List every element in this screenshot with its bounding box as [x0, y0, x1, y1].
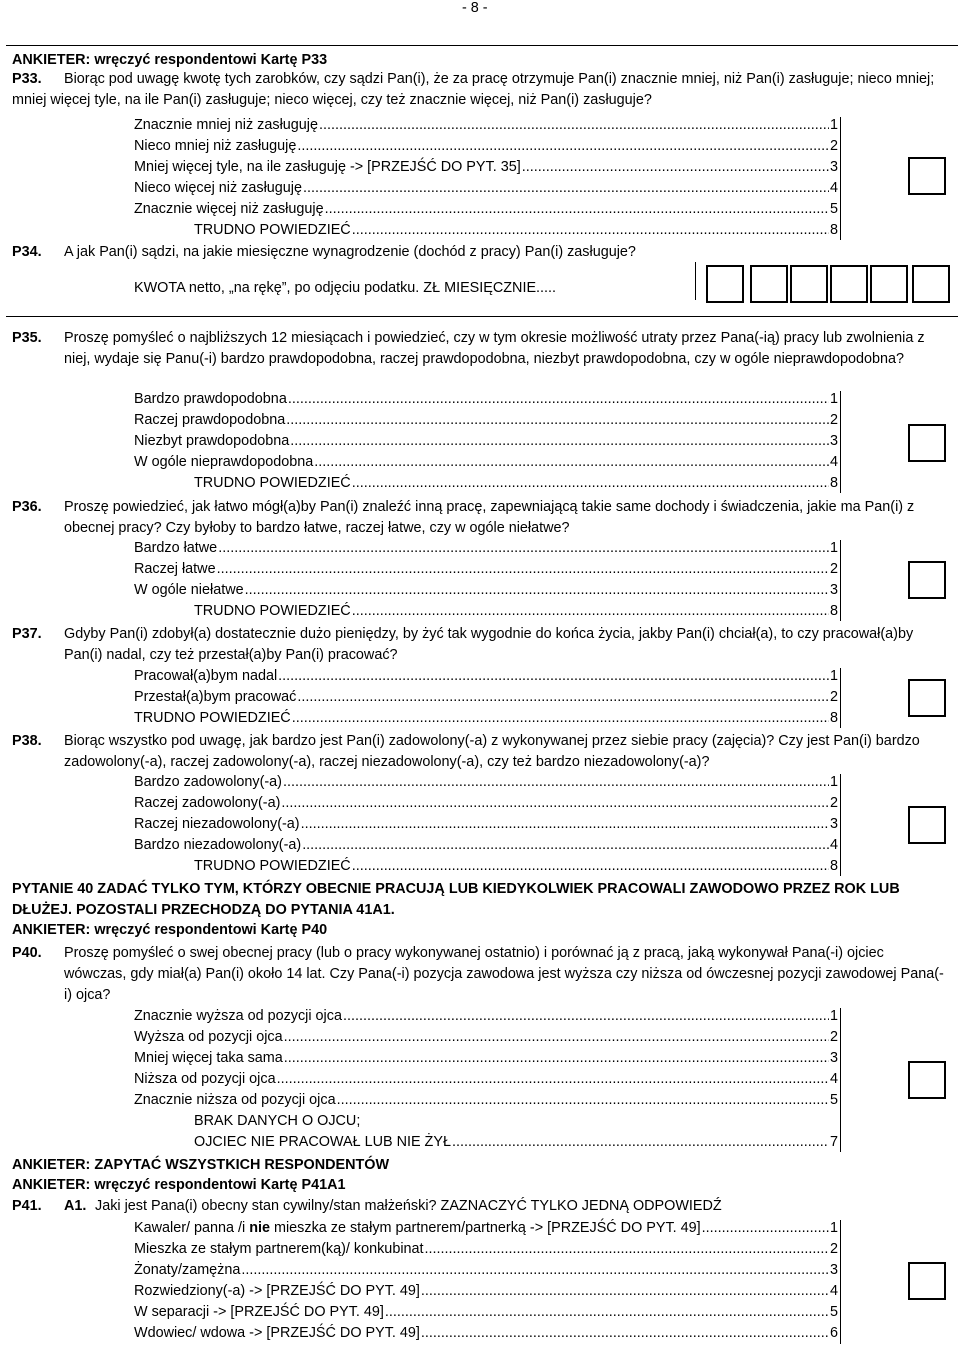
answer-option[interactable]	[134, 774, 838, 791]
instruction-card-p40: ANKIETER: wręczyć respondentowi Kartę P40	[12, 922, 328, 938]
answer-box-p41[interactable]	[908, 1262, 946, 1300]
answer-box-p37[interactable]	[908, 679, 946, 717]
option-label: Bardzo niezadowolony(-a)	[134, 837, 302, 853]
answer-option[interactable]	[134, 159, 838, 176]
kwota-digit-box[interactable]	[830, 265, 868, 303]
option-label: Raczej łatwe	[134, 561, 216, 577]
option-label: TRUDNO POWIEDZIEĆ	[194, 222, 351, 238]
option-code: 1	[829, 1220, 838, 1236]
option-code: 8	[829, 603, 838, 619]
option-label: Raczej zadowolony(-a)	[134, 795, 281, 811]
kwota-digit-box[interactable]	[706, 265, 744, 303]
option-label: Znacznie wyższa od pozycji ojca	[134, 1008, 342, 1024]
option-label: Nieco więcej niż zasługuję	[134, 180, 302, 196]
answer-box-p40[interactable]	[908, 1061, 946, 1099]
answer-box-p36[interactable]	[908, 561, 946, 599]
option-code: 7	[829, 1134, 838, 1150]
option-label: TRUDNO POWIEDZIEĆ	[134, 710, 291, 726]
question-text-p35: Proszę pomyśleć o najbliższych 12 miesiącach i powiedzieć, czy w tym okresie możliwość utraty przez Pana(-ią) pracy lub zwolnienia z niej, wydaje się Panu(-i) bardzo prawdopodobna, raczej prawdopodobna, niezbyt prawdopodobna, czy w ogóle nieprawdopodobna?	[64, 330, 925, 367]
option-code: 4	[829, 1283, 838, 1299]
option-label: Znacznie niższa od pozycji ojca	[134, 1092, 336, 1108]
option-code: 1	[829, 391, 838, 407]
option-code: 3	[829, 1050, 838, 1066]
question-text-p34: A jak Pan(i) sądzi, na jakie miesięczne wynagrodzenie (dochód z pracy) Pan(i) zasługuje?	[64, 244, 636, 260]
option-label-post: mieszka ze stałym partnerem/partnerką -> [PRZEJŚĆ DO PYT. 49]	[270, 1220, 701, 1236]
answer-option[interactable]	[134, 138, 838, 155]
option-code: 2	[829, 138, 838, 154]
answer-bracket-line	[840, 391, 841, 493]
option-label: Mieszka ze stałym partnerem(ką)/ konkubinat	[134, 1241, 424, 1257]
instruction-card-p33: ANKIETER: wręczyć respondentowi Kartę P33	[12, 52, 328, 68]
question-number-p36: P36.	[12, 499, 42, 515]
option-code: 2	[829, 689, 838, 705]
section-rule	[6, 316, 958, 317]
option-label: Niezbyt prawdopodobna	[134, 433, 290, 449]
option-label: Nieco mniej niż zasługuję	[134, 138, 297, 154]
answer-option[interactable]	[134, 180, 838, 197]
answer-bracket-line	[840, 1008, 841, 1152]
option-code: 2	[829, 795, 838, 811]
question-number-p35: P35.	[12, 330, 42, 346]
answer-option[interactable]	[134, 391, 838, 408]
kwota-digit-box[interactable]	[912, 265, 950, 303]
option-label: Mniej więcej taka sama	[134, 1050, 283, 1066]
option-code: 3	[829, 582, 838, 598]
option-code: 5	[829, 1092, 838, 1108]
answer-box-p38[interactable]	[908, 806, 946, 844]
option-label: Wdowiec/ wdowa -> [PRZEJŚĆ DO PYT. 49]	[134, 1325, 420, 1341]
option-code: 4	[829, 837, 838, 853]
instruction-card-p41a1: ANKIETER: wręczyć respondentowi Kartę P41A1	[12, 1177, 346, 1193]
option-label: Mniej więcej tyle, na ile zasługuję -> [PRZEJŚĆ DO PYT. 35]	[134, 159, 521, 175]
question-text-p40: Proszę pomyśleć o swej obecnej pracy (lub o pracy wykonywanej ostatnio) i porównać ją z pracą, jaką wykonywał Pana(-i) ojciec wówczas, gdy miał(a) Pan(i) około 14 lat. Czy Pana(-i) pozycja zawodowa jest wyższa czy niższa od ówczesnej pozycji zawodowej Pana(-i) ojca?	[64, 945, 944, 1003]
answer-option[interactable]	[134, 582, 838, 599]
option-code: 3	[829, 159, 838, 175]
kwota-digit-box[interactable]	[870, 265, 908, 303]
filter-instruction-p40: PYTANIE 40 ZADAĆ TYLKO TYM, KTÓRZY OBECNIE PRACUJĄ LUB KIEDYKOLWIEK PRACOWALI ZAWODOWO PRZEZ ROK LUB DŁUŻEJ. POZOSTALI PRZECHODZĄ DO PYTANIA 41A1.	[12, 881, 900, 918]
option-label: Bardzo zadowolony(-a)	[134, 774, 282, 790]
answer-option[interactable]	[134, 837, 838, 854]
answer-option[interactable]	[134, 668, 838, 685]
option-code: 1	[829, 540, 838, 556]
answer-option[interactable]	[194, 858, 838, 875]
answer-option[interactable]	[134, 1220, 838, 1237]
top-rule	[6, 45, 958, 46]
option-code: 8	[829, 710, 838, 726]
page-number: - 8 -	[462, 0, 488, 16]
answer-option[interactable]	[134, 816, 838, 833]
answer-option[interactable]	[194, 475, 838, 492]
option-label: TRUDNO POWIEDZIEĆ	[194, 858, 351, 874]
answer-option[interactable]	[194, 603, 838, 620]
answer-option[interactable]	[134, 117, 838, 134]
answer-option[interactable]	[134, 1283, 838, 1300]
answer-option[interactable]	[134, 1008, 838, 1025]
option-code: 1	[829, 117, 838, 133]
answer-option[interactable]	[134, 201, 838, 218]
kwota-digit-box[interactable]	[750, 265, 788, 303]
option-code: 2	[829, 1029, 838, 1045]
answer-option[interactable]	[134, 1325, 838, 1342]
option-label: W ogóle nieprawdopodobna	[134, 454, 314, 470]
question-number-p33: P33.	[12, 71, 42, 87]
answer-option[interactable]	[134, 1241, 838, 1258]
answer-option[interactable]	[134, 1262, 838, 1279]
option-label: TRUDNO POWIEDZIEĆ	[194, 475, 351, 491]
option-label-bold: nie	[249, 1220, 270, 1236]
option-code: 1	[829, 668, 838, 684]
option-code: 5	[829, 1304, 838, 1320]
option-label: Rozwiedziony(-a) -> [PRZEJŚĆ DO PYT. 49]	[134, 1283, 420, 1299]
option-label-pre: Kawaler/ panna /i	[134, 1220, 250, 1236]
option-code: 1	[829, 774, 838, 790]
answer-option[interactable]	[194, 1134, 838, 1151]
answer-option[interactable]	[134, 1050, 838, 1067]
option-label: Znacznie więcej niż zasługuję	[134, 201, 324, 217]
instruction-all-respondents: ANKIETER: ZAPYTAĆ WSZYSTKICH RESPONDENTÓW	[12, 1157, 390, 1173]
q33-text: Biorąc pod uwagę kwotę tych zarobków, czy sądzi Pan(i), że za pracę otrzymuje Pan(i) znacznie mniej, niż Pan(i) zasługuje; nieco mniej; mniej więcej tyle, na ile Pan(i) zasługuje; nieco więcej, czy też znacznie więcej, niż Pan(i) zasługuje?	[12, 71, 935, 108]
option-label: W ogóle niełatwe	[134, 582, 244, 598]
question-number-p34: P34.	[12, 244, 42, 260]
answer-bracket-line	[840, 668, 841, 728]
question-text-p41: Jaki jest Pana(i) obecny stan cywilny/stan małżeński? ZAZNACZYĆ TYLKO JEDNĄ ODPOWIEDŹ	[95, 1198, 722, 1214]
option-code: 8	[829, 222, 838, 238]
option-label: Wyższa od pozycji ojca	[134, 1029, 283, 1045]
option-label: Raczej niezadowolony(-a)	[134, 816, 300, 832]
option-code: 4	[829, 1071, 838, 1087]
option-label: Bardzo łatwe	[134, 540, 218, 556]
option-label: Znacznie mniej niż zasługuję	[134, 117, 318, 133]
question-number-p37: P37.	[12, 626, 42, 642]
answer-bracket-line	[840, 540, 841, 621]
option-label: Przestał(a)bym pracować	[134, 689, 297, 705]
option-code: 4	[829, 454, 838, 470]
kwota-text: KWOTA netto, „na rękę”, po odjęciu podatku. ZŁ MIESIĘCZNIE	[134, 280, 537, 296]
answer-bracket-line	[840, 1220, 841, 1344]
answer-box-p33[interactable]	[908, 157, 946, 195]
option-code: 6	[829, 1325, 838, 1341]
answer-box-p35[interactable]	[908, 424, 946, 462]
option-code: 8	[829, 475, 838, 491]
question-text-p36: Proszę powiedzieć, jak łatwo mógł(a)by Pan(i) znaleźć inną pracę, zapewniającą takie same dochody i świadczenia, jakie ma Pan(i) z obecnej pracy? Czy byłoby to bardzo łatwe, raczej łatwe, czy w ogóle niełatwe?	[64, 499, 915, 536]
answer-option[interactable]	[134, 433, 838, 450]
question-number-p40: P40.	[12, 945, 42, 961]
option-code: 3	[829, 1262, 838, 1278]
option-label: Pracował(a)bym nadal	[134, 668, 278, 684]
option-label	[134, 1220, 701, 1237]
option-label: Raczej prawdopodobna	[134, 412, 286, 428]
option-code: 1	[829, 1008, 838, 1024]
option-code: 4	[829, 180, 838, 196]
answer-bracket-line	[840, 774, 841, 876]
option-code: 3	[829, 433, 838, 449]
option-label: OJCIEC NIE PRACOWAŁ LUB NIE ŻYŁ	[194, 1134, 451, 1150]
kwota-digit-box[interactable]	[790, 265, 828, 303]
answer-option[interactable]	[134, 1071, 838, 1088]
question-text-p37: Gdyby Pan(i) zdobył(a) dostatecznie dużo pieniędzy, by żyć tak wygodnie do końca życia, jakby Pan(i) chciał(a), to czy pracował(a)by Pan(i) nadal, czy też przestał(a)by Pan(i) pracować?	[64, 626, 914, 663]
option-label: W separacji -> [PRZEJŚĆ DO PYT. 49]	[134, 1304, 384, 1320]
option-code: 2	[829, 1241, 838, 1257]
answer-option[interactable]	[134, 1304, 838, 1321]
question-number-p38: P38.	[12, 733, 42, 749]
option-label: Niższa od pozycji ojca	[134, 1071, 276, 1087]
answer-option[interactable]	[134, 1092, 838, 1109]
option-code: 3	[829, 816, 838, 832]
kwota-line	[695, 262, 696, 300]
option-code: 5	[829, 201, 838, 217]
option-code: 8	[829, 858, 838, 874]
question-sub-a1: A1.	[64, 1198, 87, 1214]
question-number-p41: P41.	[12, 1198, 42, 1214]
answer-option[interactable]	[134, 1029, 838, 1046]
option-code: 2	[829, 412, 838, 428]
answer-option[interactable]	[134, 710, 838, 727]
option-label: TRUDNO POWIEDZIEĆ	[194, 603, 351, 619]
kwota-label: KWOTA netto, „na rękę”, po odjęciu podatku. ZŁ MIESIĘCZNIE.....	[134, 280, 557, 296]
answer-option[interactable]	[134, 689, 838, 706]
answer-option[interactable]	[134, 454, 838, 471]
question-text-p38: Biorąc wszystko pod uwagę, jak bardzo jest Pan(i) zadowolony(-a) z wykonywanej przez siebie pracy (zajęcia)? Czy jest Pan(i) bardzo zadowolony(-a), raczej zadowolony(-a), raczej niezadowolony(-a), czy też bardzo niezadowolony(-a)?	[64, 733, 920, 770]
question-text-p33	[12, 69, 948, 111]
answer-option[interactable]	[134, 795, 838, 812]
option-label: Bardzo prawdopodobna	[134, 391, 287, 407]
answer-option[interactable]	[134, 540, 838, 557]
answer-option[interactable]	[194, 222, 838, 239]
answer-bracket-line	[840, 117, 841, 240]
answer-option[interactable]	[134, 561, 838, 578]
brak-danych-label: BRAK DANYCH O OJCU;	[194, 1113, 361, 1129]
answer-option[interactable]	[134, 412, 838, 429]
option-label: Żonaty/zamężna	[134, 1262, 241, 1278]
option-code: 2	[829, 561, 838, 577]
